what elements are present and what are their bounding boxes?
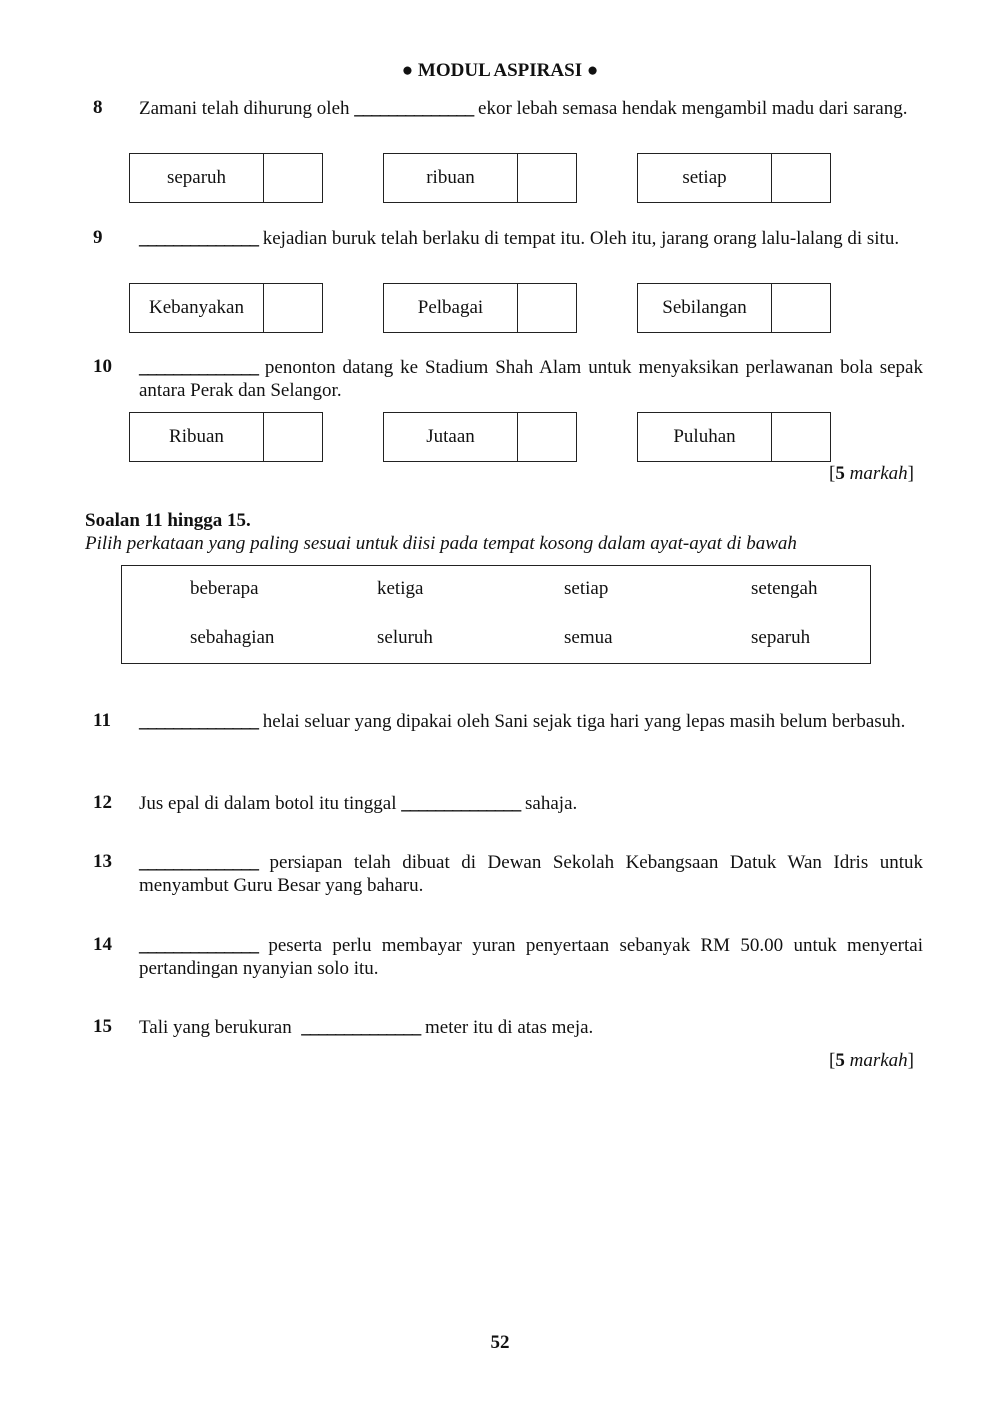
option-checkbox[interactable] (772, 413, 830, 461)
option-label: Kebanyakan (130, 284, 264, 332)
option-checkbox[interactable] (772, 284, 830, 332)
option-label: Puluhan (638, 413, 772, 461)
question-text: Jus epal di dalam botol itu tinggal ______________ sahaja. (139, 793, 578, 814)
option-label: Ribuan (130, 413, 264, 461)
question-number: 13 (93, 851, 112, 872)
answer-blank[interactable]: ______________ (139, 711, 258, 732)
word-bank-item: separuh (751, 627, 811, 648)
option-checkbox[interactable] (518, 284, 576, 332)
option-box[interactable] (383, 153, 577, 203)
word-bank-item: setengah (751, 578, 818, 599)
question-number: 10 (93, 356, 112, 377)
word-bank-item: ketiga (377, 578, 424, 599)
option-box[interactable] (637, 283, 831, 333)
option-box[interactable] (129, 153, 323, 203)
answer-blank[interactable]: ______________ (139, 357, 258, 378)
answer-blank[interactable]: ______________ (401, 793, 521, 814)
word-bank (121, 565, 871, 664)
question-text: ______________ persiapan telah dibuat di Dewan Sekolah Kebangsaan Datuk Wan Idris untuk menyambut Guru Besar yang baharu. (139, 852, 924, 896)
question-number: 12 (93, 792, 112, 813)
option-label: ribuan (384, 154, 518, 202)
word-bank-item: sebahagian (190, 627, 275, 648)
option-label: Jutaan (384, 413, 518, 461)
option-box[interactable] (637, 412, 831, 462)
section-instruction: Pilih perkataan yang paling sesuai untuk diisi pada tempat kosong dalam ayat-ayat di bawah (85, 533, 797, 554)
option-box[interactable] (383, 283, 577, 333)
question-number: 14 (93, 934, 112, 955)
option-checkbox[interactable] (772, 154, 830, 202)
option-box[interactable] (383, 412, 577, 462)
option-box[interactable] (637, 153, 831, 203)
question-text: Tali yang berukuran ______________ meter itu di atas meja. (139, 1017, 594, 1038)
answer-blank[interactable]: ______________ (139, 228, 258, 249)
question-number: 11 (93, 710, 111, 731)
option-label: Pelbagai (384, 284, 518, 332)
answer-blank[interactable]: ______________ (139, 852, 258, 873)
marks-label: [5 markah] (829, 1050, 914, 1071)
word-bank-item: seluruh (377, 627, 433, 648)
option-checkbox[interactable] (264, 413, 322, 461)
word-bank-item: beberapa (190, 578, 259, 599)
section-title: Soalan 11 hingga 15. (85, 510, 251, 531)
answer-blank[interactable]: ______________ (301, 1017, 421, 1038)
marks-label: [5 markah] (829, 463, 914, 484)
answer-blank[interactable]: ______________ (139, 935, 258, 956)
option-checkbox[interactable] (518, 154, 576, 202)
question-text: ______________ peserta perlu membayar yuran penyertaan sebanyak RM 50.00 untuk menyertai pertandingan nyanyian solo itu. (139, 935, 923, 979)
word-bank-item: semua (564, 627, 613, 648)
question-number: 9 (93, 227, 103, 248)
answer-blank[interactable]: ______________ (354, 98, 474, 119)
question-text: ______________ kejadian buruk telah berlaku di tempat itu. Oleh itu, jarang orang lalu-lalang di situ. (139, 228, 900, 249)
question-text: Zamani telah dihurung oleh ______________ ekor lebah semasa hendak mengambil madu dari sarang. (139, 98, 908, 119)
option-box[interactable] (129, 283, 323, 333)
option-checkbox[interactable] (264, 154, 322, 202)
option-checkbox[interactable] (518, 413, 576, 461)
option-label: Sebilangan (638, 284, 772, 332)
option-box[interactable] (129, 412, 323, 462)
option-label: separuh (130, 154, 264, 202)
question-text: ______________ helai seluar yang dipakai oleh Sani sejak tiga hari yang lepas masih belum berbasuh. (139, 711, 906, 732)
question-number: 15 (93, 1016, 112, 1037)
page-number: 52 (490, 1332, 510, 1353)
question-text: ______________ penonton datang ke Stadium Shah Alam untuk menyaksikan perlawanan bola sepak antara Perak dan Selangor. (139, 357, 923, 401)
page-header: ● MODUL ASPIRASI ● (401, 60, 599, 81)
word-bank-item: setiap (564, 578, 609, 599)
option-checkbox[interactable] (264, 284, 322, 332)
question-number: 8 (93, 97, 103, 118)
option-label: setiap (638, 154, 772, 202)
